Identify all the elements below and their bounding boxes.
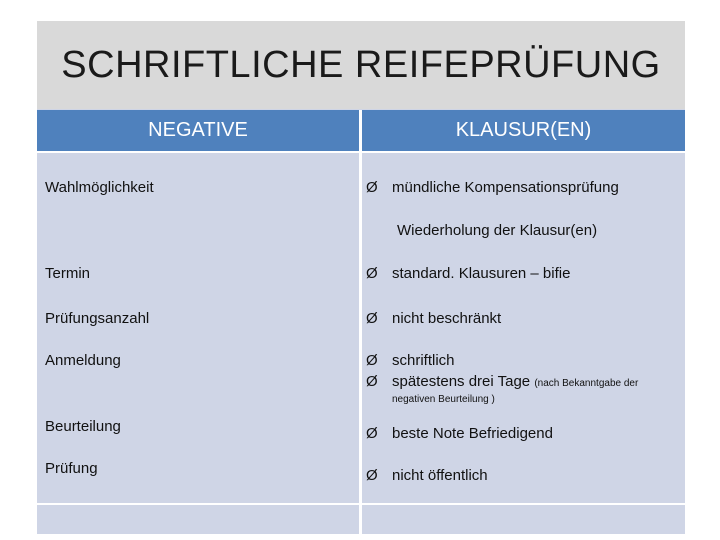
- bullet-pruefung: [366, 467, 488, 484]
- header-negative: NEGATIVE: [148, 119, 248, 141]
- label-termin: Termin: [45, 265, 91, 282]
- bullet-small-text: (nach Bekanntgabe der: [534, 378, 639, 389]
- row-divider: [37, 503, 685, 505]
- label-beurteilung: Beurteilung: [45, 418, 121, 435]
- arrow-bullet-icon: Ø: [366, 425, 378, 442]
- slide-title: SCHRIFTLICHE REIFEPRÜFUNG: [61, 43, 661, 86]
- arrow-bullet-icon: Ø: [366, 467, 378, 484]
- header-klausuren: KLAUSUR(EN): [455, 119, 592, 141]
- arrow-bullet-icon: Ø: [366, 265, 378, 282]
- bullet-text: beste Note Befriedigend: [392, 425, 553, 442]
- bullet-anzahl: [366, 310, 501, 327]
- arrow-bullet-icon: Ø: [366, 373, 378, 390]
- label-pruefung: Prüfung: [45, 460, 98, 477]
- arrow-bullet-icon: Ø: [366, 310, 378, 327]
- bullet-text: mündliche Kompensationsprüfung: [392, 179, 619, 196]
- label-pruefungsanzahl: Prüfungsanzahl: [45, 310, 150, 327]
- bullet-text: spätestens drei Tage: [392, 373, 531, 390]
- wahl-extra: Wiederholung der Klausur(en): [397, 222, 598, 239]
- bullet-anmeldung-1: [366, 352, 455, 369]
- label-anmeldung: Anmeldung: [45, 352, 121, 369]
- label-wahlmoeglichkeit: Wahlmöglichkeit: [45, 179, 154, 196]
- arrow-bullet-icon: Ø: [366, 352, 378, 369]
- bullet-text: standard. Klausuren – bifie: [392, 265, 571, 282]
- arrow-bullet-icon: Ø: [366, 179, 378, 196]
- bullet-text: nicht beschränkt: [392, 310, 502, 327]
- slide: [37, 21, 685, 534]
- row-divider: [37, 151, 685, 153]
- bullet-beurteilung: [366, 425, 553, 442]
- bullet-anmeldung-2: [366, 373, 638, 390]
- bullet-text: nicht öffentlich: [392, 467, 488, 484]
- anmeldung-note: negativen Beurteilung ): [392, 394, 495, 405]
- bullet-text: schriftlich: [392, 352, 455, 369]
- title-band: [37, 21, 685, 109]
- bullet-wahl: [366, 179, 619, 196]
- bullet-termin: [366, 265, 570, 282]
- column-divider: [359, 110, 362, 534]
